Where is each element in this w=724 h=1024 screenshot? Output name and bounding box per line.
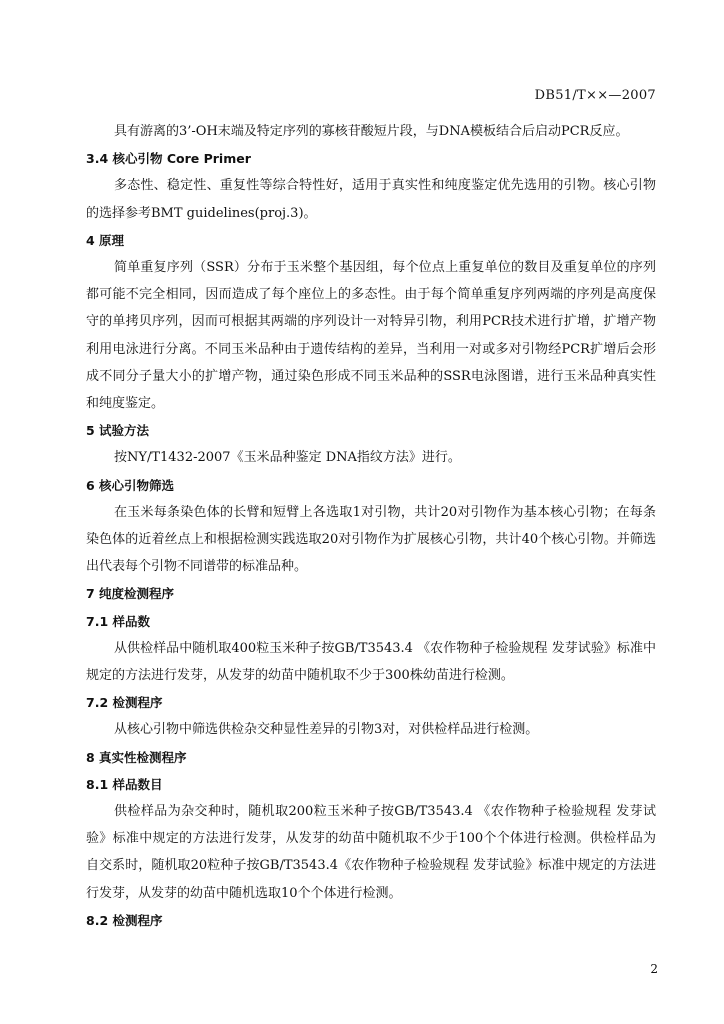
paragraph-primer-screening: 在玉米每条染色体的长臂和短臂上各选取1对引物，共计20对引物作为基本核心引物；在每条染色体的近着丝点上和根据检测实践选取20对引物作为扩展核心引物，共计40个核心引物。并筛选出代表每个引物不同谱带的标准品种。	[86, 504, 656, 575]
section-heading-3-4: 3.4 核心引物 Core Primer	[86, 151, 251, 167]
paragraph-test-method: 按NY/T1432-2007《玉米品种鉴定 DNA指纹方法》进行。	[114, 450, 461, 466]
section-heading-5: 5 试验方法	[86, 423, 150, 439]
section-heading-8: 8 真实性检测程序	[86, 749, 187, 765]
page-number: 2	[650, 962, 658, 976]
paragraph-principle: 简单重复序列（SSR）分布于玉米整个基因组，每个位点上重复单位的数目及重复单位的序列都可能不完全相同，因而造成了每个座位上的多态性。由于每个简单重复序列两端的序列是高度保守的单拷贝序列，因而可根据其两端的序列设计一对特异引物，利用PCR技术进行扩增，扩增产物利用电泳进行分离。不同玉米品种由于遗传结构的差异，当利用一对或多对引物经PCR扩增后会形成不同分子量大小的扩增产物，通过染色形成不同玉米品种的SSR电泳图谱，进行玉米品种真实性和纯度鉴定。	[86, 260, 656, 412]
paragraph-core-primer: 多态性、稳定性、重复性等综合特性好，适用于真实性和纯度鉴定优先选用的引物。核心引物的选择参考BMT guidelines(proj.3)。	[86, 178, 656, 221]
document-body	[86, 118, 656, 934]
paragraph-primer-definition: 具有游离的3’-OH末端及特定序列的寡核苷酸短片段，与DNA模板结合后启动PCR反应。	[114, 124, 629, 139]
paragraph-sample-count: 供检样品为杂交种时，随机取200粒玉米种子按GB/T3543.4 《农作物种子检验规程 发芽试验》标准中规定的方法进行发芽，从发芽的幼苗中随机取不少于100个个体进行检测。供检样品为自交系时，随机取20粒种子按GB/T3543.4《农作物种子检验规程 发芽试验》标准中规定的方法进行发芽，从发芽的幼苗中随机选取10个个体进行检测。	[86, 804, 656, 901]
section-heading-4: 4 原理	[86, 232, 125, 248]
paragraph-purity-procedure: 从核心引物中筛选供检杂交种显性差异的引物3对，对供检样品进行检测。	[114, 722, 539, 738]
section-heading-7-1: 7.1 样品数	[86, 613, 150, 629]
section-heading-6: 6 核心引物筛选	[86, 477, 175, 493]
section-heading-8-2: 8.2 检测程序	[86, 912, 163, 928]
standard-code: DB51/T××—2007	[534, 88, 656, 103]
section-heading-7: 7 纯度检测程序	[86, 586, 175, 602]
section-heading-7-2: 7.2 检测程序	[86, 695, 163, 711]
section-heading-8-1: 8.1 样品数目	[86, 776, 163, 792]
paragraph-sample-size: 从供检样品中随机取400粒玉米种子按GB/T3543.4 《农作物种子检验规程 发芽试验》标准中规定的方法进行发芽，从发芽的幼苗中随机取不少于300株幼苗进行检测。	[86, 640, 656, 684]
